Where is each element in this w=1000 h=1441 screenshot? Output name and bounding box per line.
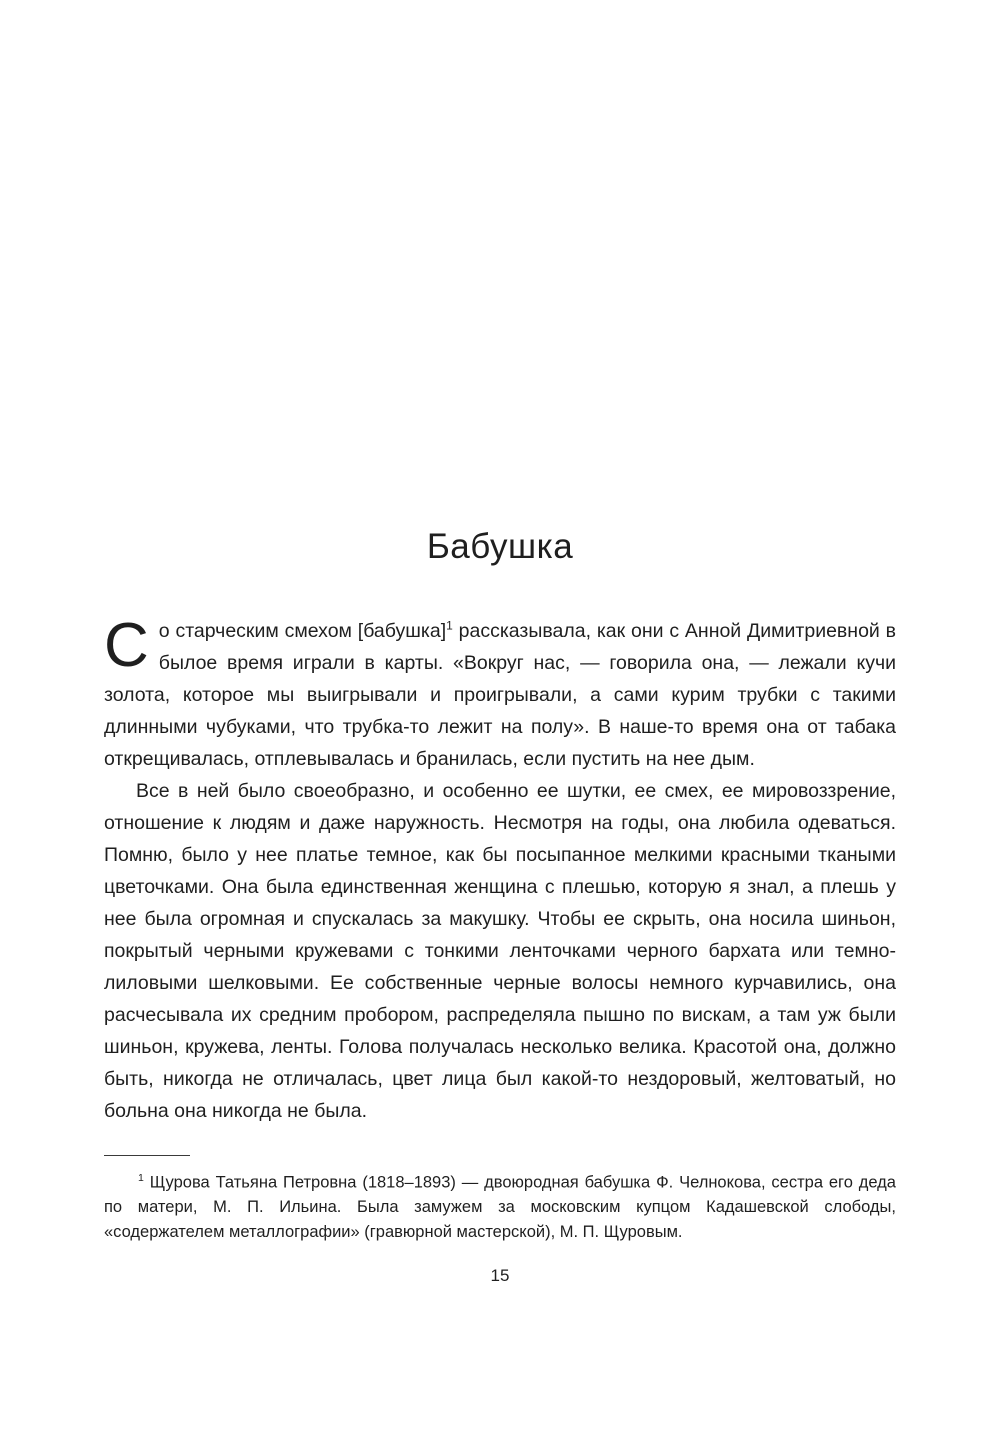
paragraph-1-text-after-marker: рассказывала, как они с Анной Димитриевной в былое время играли в карты. «Вокруг нас, — говорила она, — лежали кучи золота, которое мы выигрывали и проигрывали, а сами курим трубки с такими длинными чубуками, что трубка-то лежит на полу». В наше-то время она от табака открещивалась, отплевывалась и бранилась, если пустить на нее дым. [104,620,896,770]
footnote-divider [104,1155,190,1156]
footnote-marker-inline: 1 [446,618,453,633]
dropcap-letter: С [104,611,149,680]
chapter-title: Бабушка [426,527,574,566]
footnote-block [104,1155,896,1244]
paragraph-2: Все в ней было своеобразно, и особенно ее шутки, ее смех, ее мировоззрение, отношение к людям и даже наружность. Несмотря на годы, она любила одеваться. Помню, было у нее платье темное, как бы посыпанное мелкими красными ткаными цветочками. Она была единственная женщина с плешью, которую я знал, а плешь у нее была огромная и спускалась за макушку. Чтобы ее скрыть, она носила шиньон, покрытый черными кружевами с тонкими ленточками черного бархата или темно-лиловыми шелковыми. Ее собственные черные волосы немного курчавились, она расчесывала их средним пробором, распределяла пышно по вискам, а там уж были шиньон, кружева, ленты. Голова получалась несколько велика. Красотой она, должно быть, никогда не отличалась, цвет лица был какой-то нездоровый, желтоватый, но больна она никогда не была. [104,780,896,1122]
body-text [104,611,896,1127]
footnote-text [104,1166,896,1244]
paragraph-1 [104,611,896,775]
footnote-body: Щурова Татьяна Петровна (1818–1893) — двоюродная бабушка Ф. Челнокова, сестра его деда по матери, М. П. Ильина. Была замужем за московским купцом Кадашевской слободы, «содержателем металлографии» (гравюрной мастерской), М. П. Щуровым. [104,1173,896,1241]
paragraph-1-text-before-marker: о старческим смехом [бабушка] [158,620,447,642]
page-number: 15 [490,1266,510,1285]
footnote-marker: 1 [138,1172,144,1184]
